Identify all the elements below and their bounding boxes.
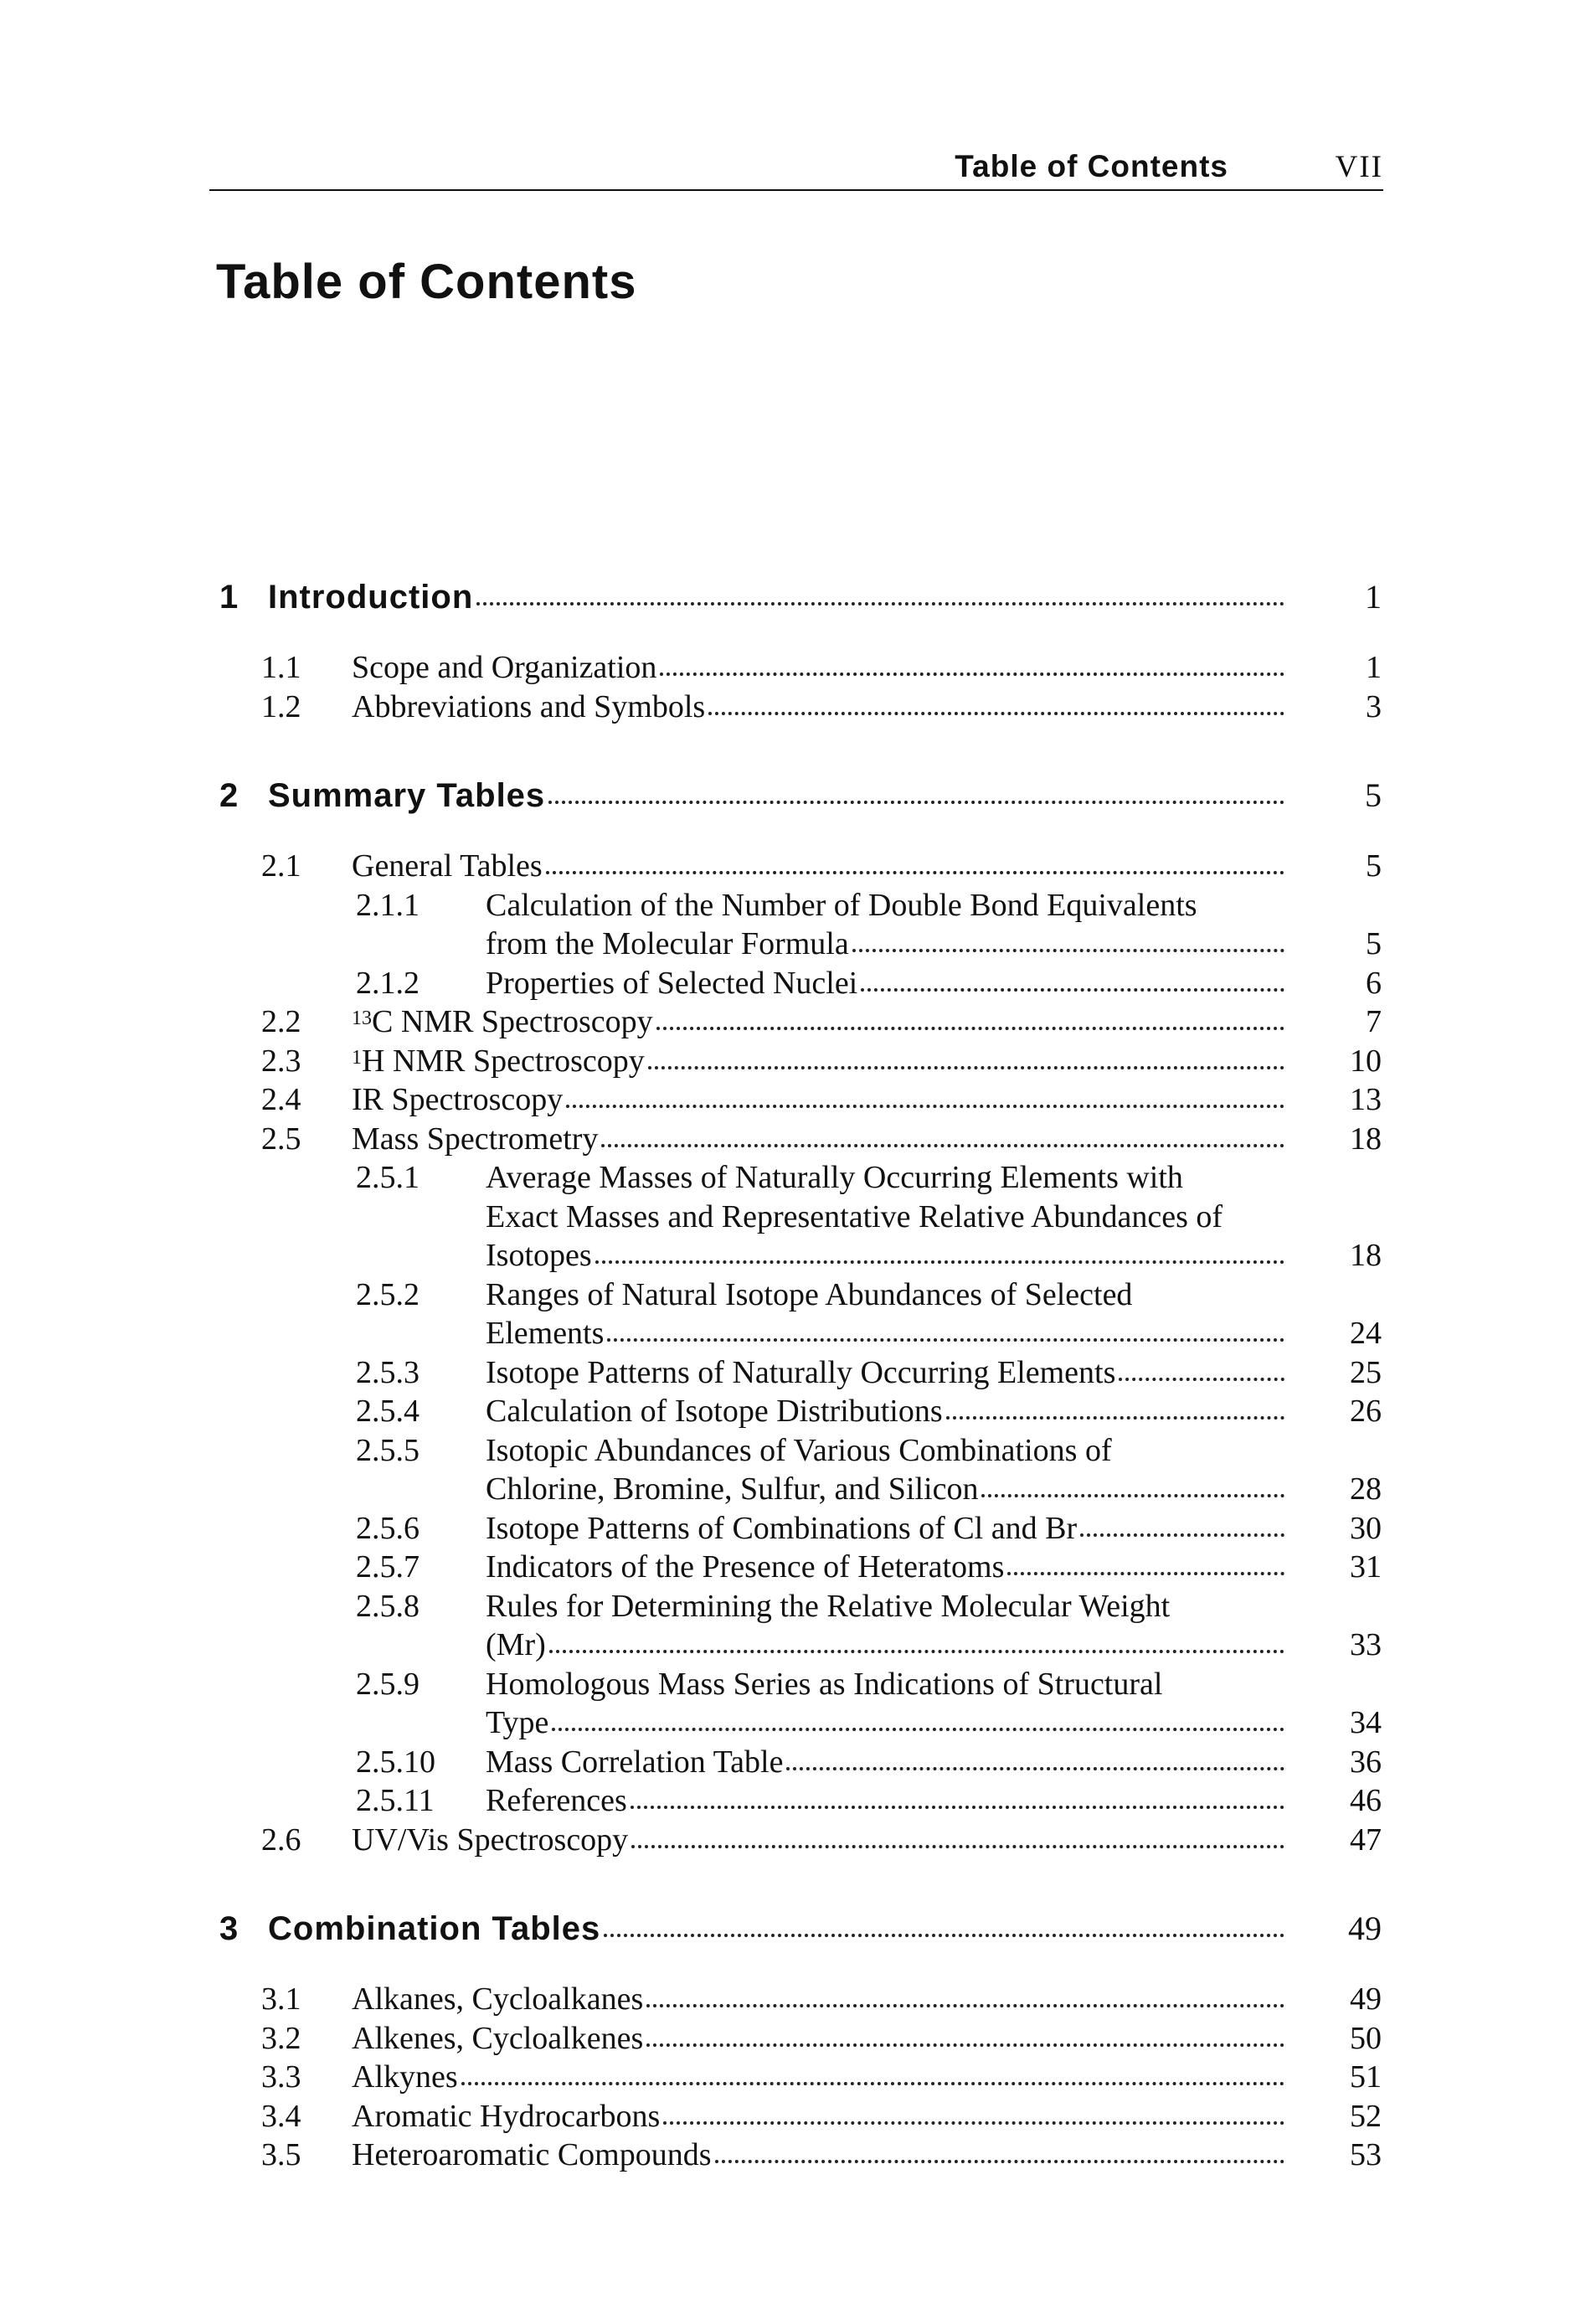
toc-entry-title-group [352,1980,1289,2018]
toc-entry-title-group [486,1548,1289,1586]
toc-entry-row[interactable] [0,2136,1570,2174]
toc-entry-row[interactable] [0,1158,1570,1197]
toc-title-text: Alkenes, Cycloalkenes [352,2021,644,2056]
toc-entry-row[interactable] [0,1080,1570,1119]
toc-entry-row[interactable] [0,1548,1570,1586]
toc-number: 3 [219,1910,239,1947]
toc-title-text: Mass Correlation Table [486,1744,784,1780]
toc-title [486,1587,1170,1626]
toc-title [486,1665,1162,1703]
toc-title-text: Combination Tables [268,1910,601,1947]
toc-number: 1.1 [261,650,301,685]
toc-title [352,1002,653,1041]
toc-title [486,964,857,1002]
toc-entry-title-group [486,1314,1289,1353]
dot-leader [631,1806,1284,1809]
dot-leader [861,988,1284,992]
dot-leader [604,1934,1284,1937]
toc-entry-title-group [352,1080,1289,1119]
toc-chapter-row[interactable] [0,1909,1570,1948]
toc-title-text: H NMR Spectroscopy [362,1043,645,1079]
toc-number: 2.5.8 [356,1589,420,1624]
toc-entry-title-group [486,1587,1382,1626]
toc-title [352,1821,628,1859]
toc-entry-title-group [486,1236,1289,1275]
toc-title [486,925,849,963]
toc-entry-title-group [486,1626,1289,1664]
toc-title [268,1909,600,1948]
toc-title-text: IR Spectroscopy [352,1082,564,1117]
toc-page-number: 28 [1350,1471,1382,1507]
toc-entry-continuation[interactable] [0,1703,1570,1742]
toc-title [486,1314,604,1353]
toc-entry-continuation[interactable] [0,1198,1570,1236]
dot-leader [646,2043,1284,2047]
dot-leader [715,2160,1284,2163]
toc-number: 2.1 [261,848,301,884]
toc-entry-title-group [486,925,1289,963]
toc-title [486,1548,1004,1586]
toc-page-number: 46 [1350,1783,1382,1818]
toc-title-text: from the Molecular Formula [486,926,849,961]
toc-entry-title-group [486,1392,1289,1430]
toc-title [486,886,1197,925]
toc-entry-title-group [486,1158,1382,1197]
toc-title [486,1781,627,1820]
toc-title-text: Calculation of Isotope Distributions [486,1394,943,1429]
toc-title [268,578,473,616]
toc-title [486,1470,978,1508]
dot-leader [601,1144,1284,1147]
toc-entry-title-group [268,776,1289,815]
toc-title-text: Calculation of the Number of Double Bond Equivalents [486,888,1197,923]
toc-page-number: 33 [1350,1627,1382,1662]
toc-chapter-row[interactable] [0,776,1570,815]
dot-leader [461,2082,1284,2085]
toc-entry-row[interactable] [0,1431,1570,1470]
toc-page-number: 10 [1350,1043,1382,1079]
toc-entry-row[interactable] [0,1392,1570,1430]
toc-title-text: Isotope Patterns of Naturally Occurring Elements [486,1355,1116,1390]
dot-leader [1007,1572,1284,1575]
dot-leader [1119,1378,1284,1381]
toc-entry-title-group [486,1470,1289,1508]
toc-entry-row[interactable] [0,1587,1570,1626]
toc-title-text: Type [486,1705,549,1740]
toc-title [352,1080,563,1119]
toc-title-text: Scope and Organization [352,650,657,685]
toc-entry-title-group [352,1042,1289,1080]
toc-page-number: 34 [1350,1705,1382,1740]
toc-entry-continuation[interactable] [0,1314,1570,1353]
toc-page-number: 51 [1350,2059,1382,2095]
toc-title-text: Isotopes [486,1238,592,1273]
dot-leader [566,1105,1284,1108]
toc-entry-title-group [486,1275,1382,1314]
toc-entry-title-group [268,578,1289,616]
toc-title-text: Ranges of Natural Isotope Abundances of Selected [486,1277,1133,1312]
toc-entry-title-group [352,1821,1289,1859]
dot-leader [546,871,1284,874]
toc-title [486,1509,1077,1548]
toc-title-text: References [486,1783,627,1818]
toc-title-text: Mass Spectrometry [352,1121,599,1157]
toc-entry-row[interactable] [0,2019,1570,2058]
toc-entry-row[interactable] [0,847,1570,885]
toc-number: 2.5.1 [356,1160,420,1195]
toc-number: 2.3 [261,1043,301,1079]
dot-leader [946,1416,1284,1420]
dot-leader [663,2121,1284,2125]
toc-page-number: 25 [1350,1355,1382,1390]
toc-number: 2.5.9 [356,1667,420,1702]
toc-number: 2.2 [261,1004,301,1039]
toc-title-text: Alkanes, Cycloalkanes [352,1981,644,2017]
toc-page-number: 26 [1350,1394,1382,1429]
toc-entry-row[interactable] [0,1781,1570,1820]
toc-title [486,1626,546,1664]
toc-entry-row[interactable] [0,1042,1570,1080]
toc-chapter-row[interactable] [0,578,1570,616]
toc-title-text: Alkynes [352,2059,458,2095]
toc-entry-title-group [486,1665,1382,1703]
toc-number: 2.5.10 [356,1744,435,1780]
toc-number: 3.5 [261,2137,301,2172]
toc-title-text: Introduction [268,579,474,616]
toc-title [486,1353,1115,1392]
toc-title [352,2097,660,2136]
toc-page-number: 6 [1366,966,1382,1001]
toc-title-text: Isotopic Abundances of Various Combinations of [486,1433,1112,1468]
dot-leader [552,1728,1284,1731]
toc-number: 2.5.6 [356,1511,420,1546]
toc-title [352,648,656,687]
toc-title [486,1703,548,1742]
toc-title [486,1431,1112,1470]
toc-entry-title-group [352,2136,1289,2174]
toc-title [486,1158,1183,1197]
toc-entry-title-group [486,1743,1289,1781]
toc-entry-row[interactable] [0,1509,1570,1548]
toc-entry-title-group [486,1198,1382,1236]
toc-number: 2.5.4 [356,1394,420,1429]
dot-leader [631,1845,1284,1848]
toc-entry-row[interactable] [0,1120,1570,1158]
toc-page-number: 1 [1365,578,1382,616]
running-head-title: Table of Contents [955,149,1228,183]
toc-entry-title-group [486,964,1289,1002]
toc-number: 2.5.7 [356,1549,420,1585]
toc-title [352,688,705,726]
toc-page-number: 31 [1350,1549,1382,1585]
toc-title [268,776,545,815]
toc-title-superscript: 1 [352,1047,362,1069]
toc-page-number: 18 [1350,1238,1382,1273]
toc-title-text: Heteroaromatic Compounds [352,2137,712,2172]
toc-number: 3.1 [261,1981,301,2017]
toc-number: 2 [219,777,239,814]
toc-entry-continuation[interactable] [0,1626,1570,1664]
toc-entry-title-group [352,688,1289,726]
toc-entry-row[interactable] [0,964,1570,1002]
toc-number: 2.1.1 [356,888,420,923]
toc-title-text: Elements [486,1316,605,1351]
toc-title-text: Homologous Mass Series as Indications of Structural [486,1667,1163,1702]
dot-leader [648,1066,1284,1069]
toc-title-text: Summary Tables [268,777,546,814]
toc-number: 2.1.2 [356,966,420,1001]
toc-page-number: 5 [1366,848,1382,884]
toc-title-text: Aromatic Hydrocarbons [352,2099,661,2134]
running-head-page-number: VII [1335,150,1383,184]
toc-entry-title-group [352,648,1289,687]
toc-title-text: General Tables [352,848,543,884]
toc-page-number: 36 [1350,1744,1382,1780]
toc-entry-row[interactable] [0,648,1570,687]
toc-page-number: 30 [1350,1511,1382,1546]
toc-entry-title-group [352,2058,1289,2096]
toc-title-text: UV/Vis Spectroscopy [352,1822,629,1858]
toc-entry-row[interactable] [0,1821,1570,1859]
toc-title-text: Rules for Determining the Relative Molecular Weight [486,1589,1171,1624]
toc-entry-title-group [486,1781,1289,1820]
toc-entry-title-group [352,1120,1289,1158]
toc-page-number: 5 [1366,926,1382,961]
toc-entry-row[interactable] [0,688,1570,726]
dot-leader [548,801,1284,804]
toc-title [486,1743,783,1781]
dot-leader [1080,1533,1284,1537]
toc-title-text: Indicators of the Presence of Heteratoms [486,1549,1005,1585]
toc-entry-row[interactable] [0,2097,1570,2136]
toc-title [486,1198,1223,1236]
toc-entry-row[interactable] [0,1275,1570,1314]
toc-title-text: Exact Masses and Representative Relative Abundances of [486,1199,1223,1234]
toc-entry-continuation[interactable] [0,1236,1570,1275]
toc-title [352,2019,643,2058]
toc-title-text: Properties of Selected Nuclei [486,966,858,1001]
toc-page-number: 49 [1348,1909,1382,1947]
toc-entry-continuation[interactable] [0,1470,1570,1508]
toc-entry-title-group [352,1002,1289,1041]
toc-title [352,1120,598,1158]
toc-entry-title-group [268,1909,1289,1948]
toc-number: 1.2 [261,689,301,724]
toc-title [352,1980,643,2018]
dot-leader [549,1650,1284,1653]
toc-page-number: 50 [1350,2021,1382,2056]
toc-title-text: Isotope Patterns of Combinations of Cl and Br [486,1511,1078,1546]
toc-title [352,2058,458,2096]
dot-leader [708,712,1284,715]
toc-page-number: 18 [1350,1121,1382,1157]
toc-number: 1 [219,579,239,616]
toc-entry-title-group [486,1353,1289,1392]
toc-entry-title-group [486,1703,1289,1742]
toc-title [486,1236,592,1275]
toc-entry-row[interactable] [0,1743,1570,1781]
toc-title [486,1275,1132,1314]
toc-number: 3.2 [261,2021,301,2056]
toc-number: 2.4 [261,1082,301,1117]
toc-page-number: 13 [1350,1082,1382,1117]
toc-number: 3.4 [261,2099,301,2134]
toc-entry-row[interactable] [0,1002,1570,1041]
dot-leader [981,1494,1284,1497]
toc-number: 3.3 [261,2059,301,2095]
dot-leader [595,1260,1284,1264]
toc-page-number: 24 [1350,1316,1382,1351]
dot-leader [852,949,1284,952]
toc-title-text: Abbreviations and Symbols [352,689,706,724]
toc-page-number: 47 [1350,1822,1382,1858]
toc-title-text: Chlorine, Bromine, Sulfur, and Silicon [486,1471,979,1507]
toc-title-text: C NMR Spectroscopy [372,1004,653,1039]
toc-entry-title-group [352,2097,1289,2136]
toc-entry-title-group [486,1431,1382,1470]
toc-number: 2.6 [261,1822,301,1858]
dot-leader [660,672,1284,676]
toc-title-superscript: 13 [352,1007,372,1029]
toc-entry-row[interactable] [0,2058,1570,2096]
dot-leader [646,2004,1284,2007]
toc-page-number: 5 [1365,776,1382,814]
toc-entry-title-group [352,2019,1289,2058]
toc-page-number: 7 [1366,1004,1382,1039]
toc-title [352,2136,712,2174]
toc-entry-row[interactable] [0,1353,1570,1392]
toc-page-number: 3 [1366,689,1382,724]
toc-title [352,1042,645,1080]
toc-title [352,847,543,885]
toc-page-number: 49 [1350,1981,1382,2017]
toc-number: 2.5 [261,1121,301,1157]
toc-number: 2.5.11 [356,1783,435,1818]
toc-entry-title-group [486,1509,1289,1548]
toc-page-number: 1 [1366,650,1382,685]
toc-page-number: 52 [1350,2099,1382,2134]
dot-leader [476,602,1284,605]
toc-entry-title-group [486,886,1382,925]
toc-number: 2.5.3 [356,1355,420,1390]
dot-leader [786,1767,1284,1770]
dot-leader [656,1027,1284,1030]
toc-title [486,1392,943,1430]
dot-leader [607,1338,1284,1342]
toc-entry-row[interactable] [0,1980,1570,2018]
toc-entry-continuation[interactable] [0,925,1570,963]
toc-title-text: (Mr) [486,1627,546,1662]
toc-number: 2.5.5 [356,1433,420,1468]
toc-entry-row[interactable] [0,886,1570,925]
toc-title-text: Average Masses of Naturally Occurring Elements with [486,1160,1183,1195]
page-title: Table of Contents [216,255,637,309]
toc-page-number: 53 [1350,2137,1382,2172]
toc-entry-row[interactable] [0,1665,1570,1703]
toc-entry-title-group [352,847,1289,885]
toc-number: 2.5.2 [356,1277,420,1312]
